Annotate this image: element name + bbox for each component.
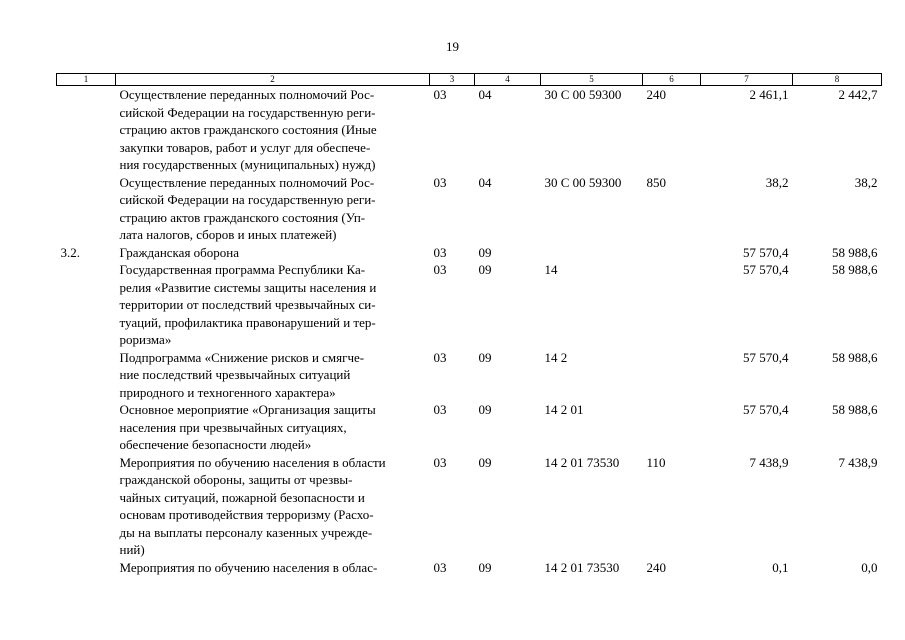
row-name <box>116 174 430 244</box>
table-row <box>57 349 882 402</box>
row-name-line: роризма» <box>119 332 172 347</box>
row-name-line: гражданской обороны, защиты от чрезвы- <box>119 472 353 487</box>
row-number <box>57 174 116 244</box>
target-article-code <box>541 244 643 262</box>
row-name-line: чайных ситуаций, пожарной безопасности и <box>119 489 365 505</box>
row-name-line: природного и техногенного характера» <box>119 384 336 400</box>
row-name-line: Мероприятия по обучению населения в облас- <box>119 559 378 575</box>
amount-col-8: 58 988,6 <box>832 244 878 260</box>
row-name-line: релия «Развитие системы защиты населения и <box>119 279 377 295</box>
row-name <box>116 401 430 454</box>
row-number <box>57 349 116 402</box>
amount-col-7: 57 570,4 <box>743 244 789 260</box>
amount-col-7: 57 570,4 <box>743 262 789 277</box>
target-article-code: 14 2 01 <box>544 402 584 417</box>
row-name <box>116 454 430 559</box>
amount-col-8: 38,2 <box>854 174 878 190</box>
expense-type-code <box>643 261 701 349</box>
target-article-code: 14 <box>544 262 558 277</box>
section-code: 03 <box>433 402 447 417</box>
target-article-code: 14 2 01 73530 <box>544 454 620 470</box>
target-article-code: 14 2 <box>544 349 568 365</box>
row-name-line: закупки товаров, работ и услуг для обеспече- <box>119 139 371 155</box>
column-header-4: 4 <box>475 74 541 86</box>
table-row <box>57 401 882 454</box>
subsection-code: 04 <box>478 87 492 102</box>
amount-col-7: 38,2 <box>765 174 789 190</box>
table-row <box>57 244 882 262</box>
section-code: 03 <box>433 174 447 190</box>
expense-type-code: 110 <box>646 454 666 470</box>
amount-col-8: 7 438,9 <box>838 454 878 470</box>
subsection-code: 09 <box>478 349 492 365</box>
row-name-line: Гражданская оборона <box>119 244 240 260</box>
row-number <box>57 559 116 577</box>
expense-type-code: 240 <box>646 559 666 575</box>
table-body <box>57 86 882 577</box>
section-code: 03 <box>433 559 447 575</box>
amount-col-7: 57 570,4 <box>743 349 789 365</box>
table-row <box>57 86 882 174</box>
target-article-code: 30 С 00 59300 <box>544 174 622 190</box>
row-name <box>116 559 430 577</box>
target-article-code: 14 2 01 73530 <box>544 559 620 575</box>
row-name <box>116 261 430 349</box>
row-name-line: Подпрограмма «Снижение рисков и смягче- <box>119 349 365 365</box>
column-header-3: 3 <box>430 74 475 86</box>
row-name-line: ние последствий чрезвычайных ситуаций <box>119 367 351 382</box>
row-name-line: страцию актов гражданского состояния (Иные <box>119 122 377 137</box>
row-number: 3.2. <box>60 244 80 260</box>
target-article-code: 30 С 00 59300 <box>544 87 622 102</box>
row-name-line: страцию актов гражданского состояния (Уп- <box>119 209 366 225</box>
row-name-line: лата налогов, сборов и иных платежей) <box>119 227 337 242</box>
amount-col-7: 7 438,9 <box>749 454 789 470</box>
section-code: 03 <box>433 87 447 102</box>
row-name-line: территории от последствий чрезвычайных си- <box>119 297 376 312</box>
column-header-6: 6 <box>643 74 701 86</box>
section-code: 03 <box>433 244 447 260</box>
row-name <box>116 244 430 262</box>
row-name-line: сийской Федерации на государственную реги- <box>119 192 376 207</box>
expense-type-code: 850 <box>646 174 666 190</box>
row-name-line: туаций, профилактика правонарушений и тер- <box>119 314 376 330</box>
row-name-line: Осуществление переданных полномочий Рос- <box>119 174 375 190</box>
row-name-line: ний) <box>119 542 145 557</box>
amount-col-7: 57 570,4 <box>743 402 789 417</box>
amount-col-8: 0,0 <box>861 559 878 575</box>
section-code: 03 <box>433 454 447 470</box>
subsection-code: 09 <box>478 262 492 277</box>
amount-col-8: 58 988,6 <box>832 349 878 365</box>
row-name-line: основам противодействия терроризму (Расхо- <box>119 507 374 522</box>
page-number: 19 <box>446 39 459 54</box>
row-name <box>116 349 430 402</box>
column-header-5: 5 <box>541 74 643 86</box>
amount-col-8: 58 988,6 <box>832 262 878 277</box>
table-row <box>57 559 882 577</box>
table-row <box>57 454 882 559</box>
expense-type-code <box>643 349 701 402</box>
subsection-code: 09 <box>478 244 492 260</box>
row-number <box>57 86 116 174</box>
row-name <box>116 86 430 174</box>
row-name-line: Государственная программа Республики Ка- <box>119 262 366 277</box>
column-header-7: 7 <box>701 74 793 86</box>
row-name-line: Основное мероприятие «Организация защиты <box>119 402 376 417</box>
row-name-line: ды на выплаты персоналу казенных учрежде- <box>119 524 373 540</box>
column-header-1: 1 <box>57 74 116 86</box>
row-name-line: сийской Федерации на государственную реги- <box>119 104 376 120</box>
column-header-8: 8 <box>793 74 882 86</box>
row-name-line: ния государственных (муниципальных) нужд) <box>119 157 376 172</box>
row-number <box>57 261 116 349</box>
budget-table <box>56 73 882 576</box>
subsection-code: 09 <box>478 454 492 470</box>
expense-type-code <box>643 401 701 454</box>
header-row <box>57 74 882 86</box>
amount-col-8: 58 988,6 <box>832 402 878 417</box>
row-name-line: обеспечение безопасности людей» <box>119 437 312 452</box>
subsection-code: 09 <box>478 402 492 417</box>
table-row <box>57 261 882 349</box>
row-number <box>57 454 116 559</box>
amount-col-7: 0,1 <box>772 559 789 575</box>
row-name-line: населения при чрезвычайных ситуациях, <box>119 419 347 435</box>
expense-type-code: 240 <box>646 87 666 102</box>
amount-col-7: 2 461,1 <box>749 87 789 102</box>
row-name-line: Осуществление переданных полномочий Рос- <box>119 87 375 102</box>
section-code: 03 <box>433 262 447 277</box>
row-number <box>57 401 116 454</box>
subsection-code: 04 <box>478 174 492 190</box>
row-name-line: Мероприятия по обучению населения в области <box>119 454 386 470</box>
column-header-2: 2 <box>116 74 430 86</box>
table-row <box>57 174 882 244</box>
expense-type-code <box>643 244 701 262</box>
amount-col-8: 2 442,7 <box>838 87 878 102</box>
section-code: 03 <box>433 349 447 365</box>
subsection-code: 09 <box>478 559 492 575</box>
table-header <box>57 74 882 86</box>
